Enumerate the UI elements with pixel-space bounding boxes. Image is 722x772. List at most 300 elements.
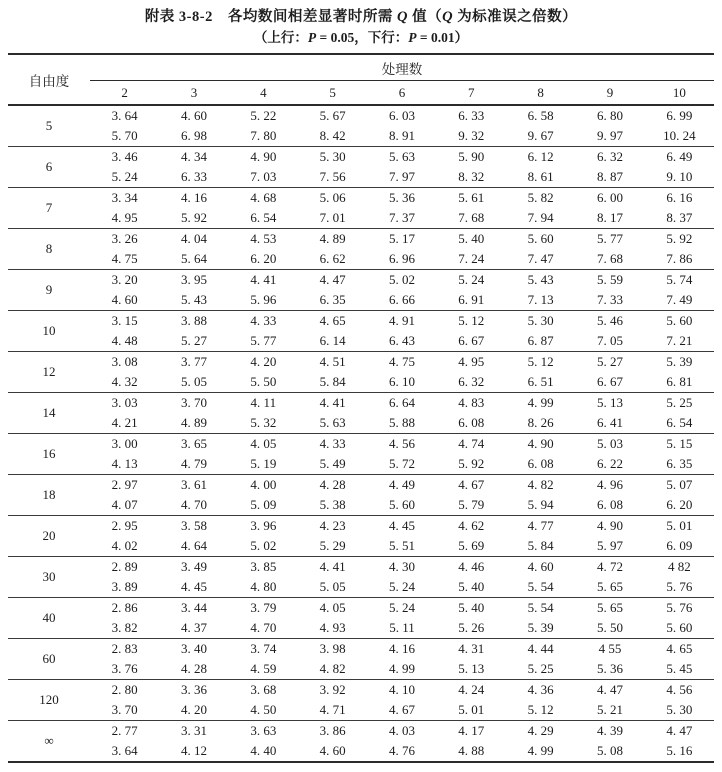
q-value-p05: 4. 30 [388, 559, 415, 574]
q-value-p01: 6. 10 [388, 374, 415, 389]
q-value-p01: 7. 49 [666, 292, 693, 307]
q-value-p01: 5. 64 [180, 251, 207, 266]
p05-row [8, 598, 714, 619]
q-value-p05: 3. 70 [180, 395, 207, 410]
q-value-p01: 5. 60 [666, 620, 693, 635]
q-value-p05: 3. 85 [250, 559, 277, 574]
q-value-p01: 9. 32 [458, 128, 485, 143]
df-label: 5 [45, 118, 53, 133]
treatment-col-header: 10 [672, 84, 686, 100]
q-value-p05: 4. 05 [250, 436, 277, 451]
title-run-symbol: Q [442, 9, 454, 25]
q-value-p05: 4. 41 [250, 272, 277, 287]
q-value-p01: 5. 72 [388, 456, 415, 471]
treatment-col-header: 5 [329, 84, 336, 100]
q-value-p01: 6. 22 [596, 456, 623, 471]
q-value-p05: 4. 90 [527, 436, 554, 451]
q-value-p05: 3. 36 [180, 682, 207, 697]
q-value-p05: 4. 91 [388, 313, 415, 328]
p05-row [8, 639, 714, 660]
q-value-p01: 4. 88 [458, 743, 485, 758]
q-value-p01: 7. 21 [666, 333, 693, 348]
q-value-p05: 3. 61 [180, 477, 207, 492]
q-value-p05: 3. 65 [180, 436, 207, 451]
q-value-p01: 10. 24 [663, 128, 696, 143]
subtitle-run-symbol: P [408, 30, 417, 45]
q-value-p01: 5. 24 [388, 579, 415, 594]
q-value-p05: 4. 47 [666, 723, 693, 738]
q-value-p05: 3. 98 [319, 641, 346, 656]
q-value-p01: 4. 50 [250, 702, 277, 717]
q-value-p05: 2. 83 [111, 641, 138, 656]
q-value-p05: 4. 41 [319, 395, 346, 410]
q-value-p05: 4. 41 [319, 559, 346, 574]
q-value-p05: 5. 40 [458, 231, 485, 246]
subtitle-run-text: （上行： [253, 30, 308, 45]
q-value-p01: 4. 71 [319, 702, 346, 717]
q-value-p01: 4. 32 [111, 374, 138, 389]
q-value-p05: 5. 24 [458, 272, 485, 287]
p01-row [8, 290, 714, 311]
q-value-p01: 8. 26 [527, 415, 554, 430]
q-value-p01: 6. 51 [527, 374, 554, 389]
q-value-p01: 4. 20 [180, 702, 207, 717]
q-value-p05: 4. 44 [527, 641, 554, 656]
q-value-p05: 5. 24 [388, 600, 415, 615]
q-value-p01: 4. 80 [250, 579, 277, 594]
q-value-p01: 6. 32 [458, 374, 485, 389]
p05-row [8, 393, 714, 414]
df-block [8, 105, 714, 147]
q-value-p01: 5. 94 [527, 497, 554, 512]
q-value-p01: 6. 87 [527, 333, 554, 348]
q-value-p05: 3. 92 [319, 682, 346, 697]
q-value-p05: 4. 99 [527, 395, 554, 410]
q-value-p01: 5. 43 [180, 292, 207, 307]
q-value-p01: 5. 02 [250, 538, 277, 553]
q-value-p01: 6. 81 [666, 374, 693, 389]
df-label: 12 [42, 364, 56, 379]
df-label: 14 [42, 405, 56, 420]
q-value-p01: 8. 61 [527, 169, 554, 184]
df-block [8, 393, 714, 434]
df-label: 20 [42, 528, 56, 543]
q-value-p01: 4. 89 [180, 415, 207, 430]
q-value-p01: 5. 51 [388, 538, 415, 553]
q-value-p01: 5. 70 [111, 128, 138, 143]
q-value-p01: 5. 65 [596, 579, 623, 594]
q-value-p01: 6. 35 [319, 292, 346, 307]
q-value-p05: 4. 65 [666, 641, 693, 656]
q-value-p05: 5. 06 [319, 190, 346, 205]
q-value-p05: 4. 62 [458, 518, 485, 533]
q-value-p05: 5. 60 [666, 313, 693, 328]
subtitle-run-text: = 0.05，下行： [316, 30, 409, 45]
subtitle-run-text: = 0.01） [416, 30, 469, 45]
q-value-p05: 4. 68 [250, 190, 277, 205]
treatment-col-header: 3 [190, 84, 198, 100]
q-value-p01: 7. 47 [527, 251, 554, 266]
q-value-p01: 5. 32 [250, 415, 277, 430]
q-value-p01: 6. 08 [596, 497, 623, 512]
q-value-p05: 5. 61 [458, 190, 485, 205]
q-value-p01: 5. 30 [666, 702, 693, 717]
q-value-p01: 6. 35 [666, 456, 693, 471]
q-value-p01: 4. 75 [111, 251, 138, 266]
q-value-p01: 5. 05 [180, 374, 207, 389]
q-value-p01: 6. 67 [458, 333, 485, 348]
df-block [8, 721, 714, 763]
title-run-text: 值（ [407, 9, 443, 25]
q-value-p05: 4. 45 [388, 518, 415, 533]
p01-row [8, 372, 714, 393]
q-value-p05: 4. 56 [666, 682, 693, 697]
df-block [8, 229, 714, 270]
q-value-p05: 4. 60 [180, 108, 207, 123]
p01-row [8, 167, 714, 188]
q-value-p01: 6. 09 [666, 538, 693, 553]
q-value-p01: 4. 60 [319, 743, 346, 758]
p05-row [8, 516, 714, 537]
df-label: 18 [42, 487, 56, 502]
q-value-p05: 4. 90 [250, 149, 277, 164]
p01-row [8, 659, 714, 680]
q-value-p05: 6. 12 [527, 149, 554, 164]
treatment-col-header: 4 [260, 84, 267, 100]
q-value-p05: 3. 49 [180, 559, 207, 574]
q-value-p01: 8. 87 [596, 169, 623, 184]
q-value-p01: 5. 05 [319, 579, 346, 594]
q-value-p01: 5. 60 [388, 497, 415, 512]
q-value-p05: 3. 96 [250, 518, 277, 533]
q-value-p05: 3. 95 [180, 272, 207, 287]
df-block [8, 598, 714, 639]
q-value-p01: 5. 54 [527, 579, 554, 594]
treatment-col-header: 9 [606, 84, 614, 100]
q-value-p05: 3. 40 [180, 641, 207, 656]
df-label: 7 [45, 200, 53, 215]
q-value-p05: 3. 88 [180, 313, 207, 328]
df-label: 60 [42, 651, 56, 666]
q-value-p01: 5. 29 [319, 538, 346, 553]
q-value-p05: 4. 56 [388, 436, 415, 451]
q-value-p01: 8. 17 [596, 210, 623, 225]
q-value-p05: 4. 82 [527, 477, 554, 492]
q-value-table [8, 53, 714, 763]
q-value-p01: 7. 68 [458, 210, 485, 225]
q-value-p01: 5. 24 [111, 169, 138, 184]
q-value-p05: 4. 74 [458, 436, 485, 451]
q-value-p01: 4. 37 [180, 620, 207, 635]
treatment-col-header: 8 [537, 84, 544, 100]
q-value-p05: 5. 25 [666, 395, 693, 410]
table-title [8, 8, 714, 27]
q-value-p05: 3. 79 [250, 600, 277, 615]
treatment-col-header: 2 [121, 84, 128, 100]
q-value-p01: 4. 76 [388, 743, 415, 758]
q-value-p05: 4. 49 [388, 477, 415, 492]
p05-row [8, 352, 714, 373]
q-value-p05: 3. 00 [111, 436, 138, 451]
p01-row [8, 413, 714, 434]
q-value-p05: 4. 28 [319, 477, 346, 492]
q-value-p01: 6. 98 [180, 128, 207, 143]
p01-row [8, 331, 714, 352]
q-value-p05: 6. 32 [596, 149, 623, 164]
q-value-p01: 5. 38 [319, 497, 346, 512]
q-value-p01: 6. 67 [596, 374, 623, 389]
q-value-p05: 4. 51 [319, 354, 346, 369]
p01-row [8, 577, 714, 598]
q-value-p05: 2. 80 [111, 682, 138, 697]
q-value-p05: 5. 27 [596, 354, 623, 369]
q-value-p05: 5. 65 [596, 600, 623, 615]
q-value-p05: 4. 10 [388, 682, 415, 697]
q-value-p01: 8. 91 [388, 128, 415, 143]
q-value-p01: 9. 67 [527, 128, 554, 143]
q-value-p01: 7. 33 [596, 292, 623, 307]
q-value-p01: 7. 94 [527, 210, 554, 225]
p01-row [8, 700, 714, 721]
df-block [8, 516, 714, 557]
q-value-p01: 6. 20 [250, 251, 277, 266]
title-run-text: 附表 3-8-2 各均数间相差显著时所需 [144, 9, 397, 25]
q-value-p05: 5. 59 [596, 272, 623, 287]
df-label: 9 [45, 282, 53, 297]
q-value-p05: 4. 03 [388, 723, 415, 738]
df-block [8, 352, 714, 393]
q-value-p05: 3. 08 [111, 354, 138, 369]
q-value-p05: 6. 80 [596, 108, 623, 123]
q-value-p01: 3. 64 [111, 743, 138, 758]
q-value-p05: 5. 92 [666, 231, 693, 246]
q-value-p05: 6. 49 [666, 149, 693, 164]
q-value-p01: 4. 45 [180, 579, 207, 594]
q-value-p01: 7. 97 [388, 169, 415, 184]
q-value-p01: 4. 28 [180, 661, 207, 676]
q-value-p05: 6. 33 [458, 108, 485, 123]
q-value-p01: 5. 92 [458, 456, 485, 471]
q-value-p01: 9. 10 [666, 169, 693, 184]
q-value-p01: 6. 66 [388, 292, 415, 307]
p01-row [8, 249, 714, 270]
p05-row [8, 188, 714, 209]
df-label: 30 [42, 569, 56, 584]
q-value-p05: 3. 26 [111, 231, 138, 246]
q-value-p01: 5. 49 [319, 456, 346, 471]
q-value-p05: 5. 02 [388, 272, 415, 287]
p01-row [8, 741, 714, 762]
p05-row [8, 680, 714, 701]
q-value-p05: 3. 64 [111, 108, 138, 123]
q-value-p05: 5. 67 [319, 108, 346, 123]
q-value-p05: 3. 58 [180, 518, 207, 533]
q-value-p05: 2. 89 [111, 559, 138, 574]
q-value-p01: 7. 13 [527, 292, 554, 307]
p01-row [8, 536, 714, 557]
q-value-p05: 6. 00 [596, 190, 623, 205]
q-value-p01: 3. 70 [111, 702, 138, 717]
q-value-p01: 5. 26 [458, 620, 485, 635]
table-header [8, 54, 714, 105]
q-value-p05: 5. 90 [458, 149, 485, 164]
df-label: 6 [45, 159, 53, 174]
treatments-group-header: 处理数 [90, 54, 714, 81]
q-value-p01: 4. 93 [319, 620, 346, 635]
q-value-p05: 6. 99 [666, 108, 693, 123]
q-value-p01: 5. 77 [250, 333, 277, 348]
q-value-p01: 3. 82 [111, 620, 138, 635]
q-value-p05: 4. 60 [527, 559, 554, 574]
q-value-p05: 4. 04 [180, 231, 207, 246]
q-value-p01: 5. 25 [527, 661, 554, 676]
q-value-p05: 6. 16 [666, 190, 693, 205]
q-value-p05: 4. 20 [250, 354, 277, 369]
q-value-p01: 4. 64 [180, 538, 207, 553]
q-value-p01: 5. 45 [666, 661, 693, 676]
q-value-p01: 4. 21 [111, 415, 138, 430]
df-block [8, 270, 714, 311]
treatment-count-row [8, 81, 714, 106]
q-value-p05: 3. 77 [180, 354, 207, 369]
q-value-p05: 3. 31 [180, 723, 207, 738]
q-value-p01: 5. 84 [319, 374, 346, 389]
q-value-p05: 4. 34 [180, 149, 207, 164]
q-value-p01: 5. 97 [596, 538, 623, 553]
df-label: ∞ [44, 733, 54, 748]
q-value-p05: 5. 30 [319, 149, 346, 164]
q-value-p05: 5. 30 [527, 313, 554, 328]
q-value-p01: 7. 80 [250, 128, 277, 143]
q-value-p01: 7. 86 [666, 251, 693, 266]
q-value-p01: 5. 50 [250, 374, 277, 389]
q-value-p05: 4. 11 [250, 395, 277, 410]
q-value-p05: 5. 39 [666, 354, 693, 369]
q-value-p05: 5. 15 [666, 436, 693, 451]
q-value-p01: 3. 76 [111, 661, 138, 676]
q-value-p01: 5. 88 [388, 415, 415, 430]
q-value-p05: 5. 12 [458, 313, 485, 328]
q-value-p01: 4. 67 [388, 702, 415, 717]
q-value-p01: 5. 84 [527, 538, 554, 553]
q-value-p05: 4. 65 [319, 313, 346, 328]
q-value-p05: 3. 03 [111, 395, 138, 410]
q-value-p05: 3. 63 [250, 723, 277, 738]
p05-row [8, 229, 714, 250]
table-subtitle [8, 29, 714, 47]
q-value-p05: 4. 46 [458, 559, 485, 574]
q-value-p05: 4. 39 [596, 723, 623, 738]
q-value-p05: 5. 17 [388, 231, 415, 246]
q-value-p05: 5. 13 [596, 395, 623, 410]
df-block [8, 680, 714, 721]
q-value-p01: 5. 63 [319, 415, 346, 430]
p05-row [8, 311, 714, 332]
q-value-p01: 4. 70 [180, 497, 207, 512]
q-value-p05: 5. 40 [458, 600, 485, 615]
q-value-p05: 4. 33 [319, 436, 346, 451]
df-block [8, 188, 714, 229]
p05-row [8, 475, 714, 496]
q-value-p01: 7. 03 [250, 169, 277, 184]
q-value-p01: 8. 37 [666, 210, 693, 225]
q-value-p05: 3. 86 [319, 723, 346, 738]
q-value-p01: 5. 01 [458, 702, 485, 717]
df-label: 10 [42, 323, 56, 338]
q-value-p05: 5. 03 [596, 436, 623, 451]
q-value-p05: 5. 07 [666, 477, 693, 492]
p05-row [8, 434, 714, 455]
q-value-p01: 4. 82 [319, 661, 346, 676]
q-value-p01: 4. 40 [250, 743, 277, 758]
title-run-text: 为标准误之倍数） [453, 9, 578, 25]
q-value-p05: 4. 05 [319, 600, 346, 615]
q-value-p01: 5. 39 [527, 620, 554, 635]
q-value-p05: 4. 96 [596, 477, 623, 492]
q-value-p01: 7. 01 [319, 210, 346, 225]
q-value-p01: 5. 50 [596, 620, 623, 635]
q-value-p01: 4. 13 [111, 456, 138, 471]
q-value-p01: 6. 54 [666, 415, 693, 430]
q-value-p01: 8. 32 [458, 169, 485, 184]
q-value-p05: 6. 58 [527, 108, 554, 123]
q-value-p01: 7. 68 [596, 251, 623, 266]
p01-row [8, 618, 714, 639]
subtitle-run-symbol: P [307, 30, 317, 45]
df-block [8, 434, 714, 475]
q-value-p05: 4. 00 [250, 477, 277, 492]
q-value-p05: 3. 15 [111, 313, 138, 328]
df-label: 120 [39, 692, 59, 707]
q-value-p01: 5. 13 [458, 661, 485, 676]
q-value-p05: 4 55 [598, 641, 622, 656]
q-value-p05: 5. 74 [666, 272, 693, 287]
q-value-p01: 6. 20 [666, 497, 693, 512]
q-value-p05: 4. 95 [458, 354, 485, 369]
p05-row [8, 105, 714, 126]
q-value-p05: 5. 54 [527, 600, 554, 615]
df-header-label: 自由度 [28, 73, 70, 89]
df-block [8, 147, 714, 188]
q-value-p01: 6. 14 [319, 333, 346, 348]
q-value-p05: 4. 53 [250, 231, 277, 246]
treatment-col-header: 6 [398, 84, 406, 100]
q-value-p05: 5. 76 [666, 600, 693, 615]
q-value-p01: 4. 95 [111, 210, 138, 225]
q-value-p01: 5. 79 [458, 497, 485, 512]
df-label: 40 [42, 610, 56, 625]
q-value-p05: 4. 47 [319, 272, 346, 287]
q-value-p05: 4. 16 [388, 641, 415, 656]
q-value-p05: 4. 67 [458, 477, 485, 492]
p01-row [8, 126, 714, 147]
q-value-p05: 2. 86 [111, 600, 138, 615]
q-value-p01: 5. 11 [389, 620, 415, 635]
q-value-p01: 7. 56 [319, 169, 346, 184]
q-value-p01: 5. 40 [458, 579, 485, 594]
q-value-p05: 5. 12 [527, 354, 554, 369]
p05-row [8, 147, 714, 168]
df-block [8, 639, 714, 680]
df-label: 16 [42, 446, 56, 461]
q-value-p01: 4. 59 [250, 661, 277, 676]
p05-row [8, 270, 714, 291]
df-block [8, 475, 714, 516]
q-value-p05: 6. 03 [388, 108, 415, 123]
q-value-p01: 6. 08 [527, 456, 554, 471]
q-value-p05: 5. 43 [527, 272, 554, 287]
q-value-p05: 3. 44 [180, 600, 207, 615]
